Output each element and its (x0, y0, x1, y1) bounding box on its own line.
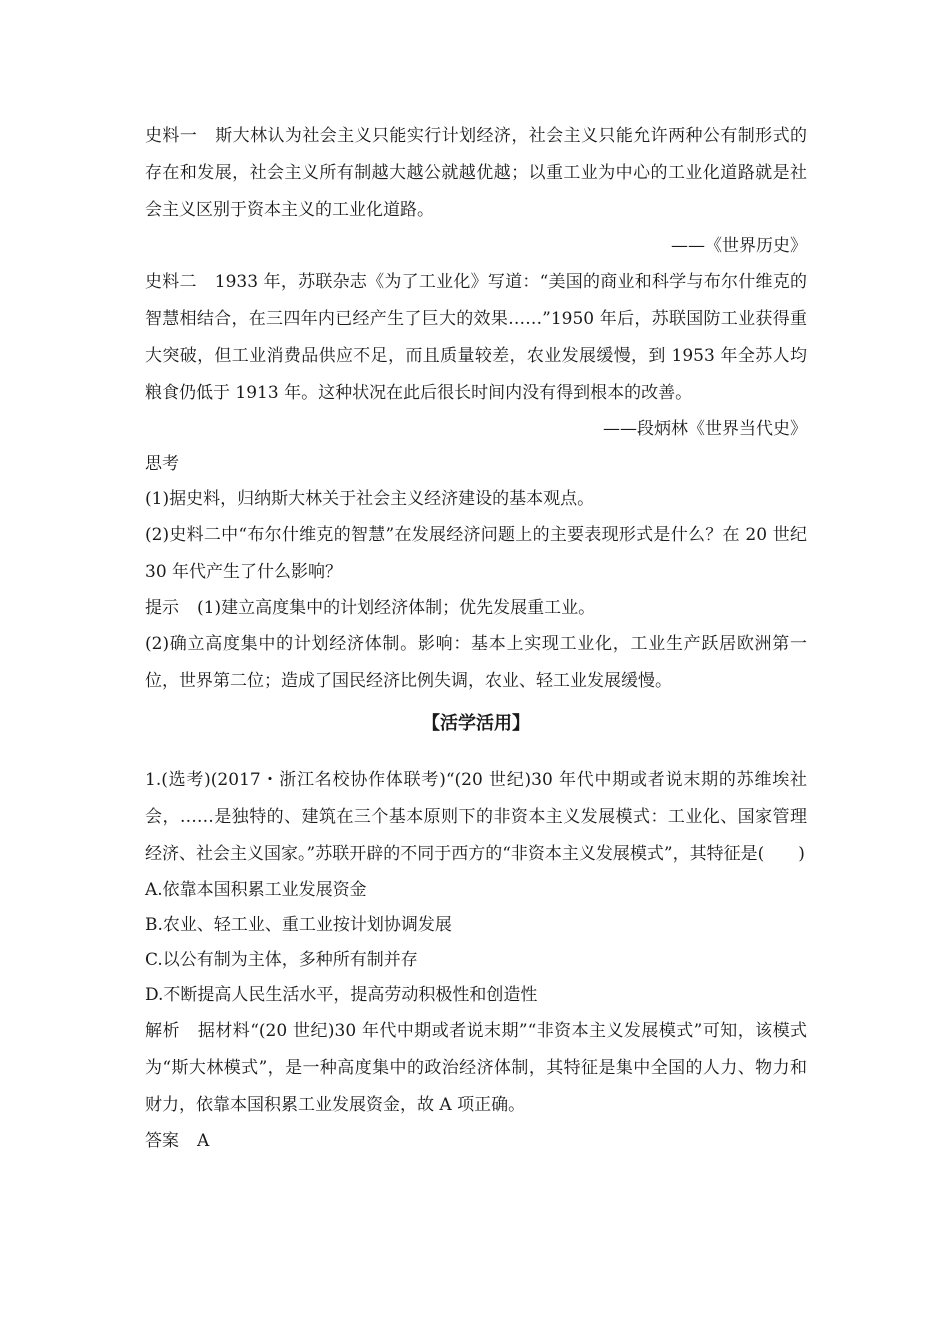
hint-line-1 (145, 591, 807, 626)
option-a: A.依靠本国积累工业发展资金 (145, 880, 367, 900)
section-title: 【活学活用】 (422, 713, 530, 734)
option-b: B.农业、轻工业、重工业按计划协调发展 (145, 915, 452, 935)
analysis-label: 解析 (145, 1021, 180, 1041)
think-label: 思考 (145, 454, 179, 474)
think-question-1: (1)据史料，归纳斯大林关于社会主义经济建设的基本观点。 (145, 489, 595, 509)
document-page (145, 118, 807, 1159)
answer-value: A (197, 1131, 210, 1151)
option-c: C.以公有制为主体，多种所有制并存 (145, 950, 418, 970)
think-question-2: (2)史料二中“布尔什维克的智慧”在发展经济问题上的主要表现形式是什么？在 20 世纪 30 年代产生了什么影响？ (145, 525, 807, 582)
analysis (145, 1013, 807, 1124)
hint-answer-2: (2)确立高度集中的计划经济体制。影响：基本上实现工业化，工业生产跃居欧洲第一位，世界第二位；造成了国民经济比例失调，农业、轻工业发展缓慢。 (145, 634, 807, 691)
material-1 (145, 118, 807, 229)
hint-answer-1: (1)建立高度集中的计划经济体制；优先发展重工业。 (197, 598, 596, 618)
material-2-label: 史料二 (145, 272, 197, 292)
option-d: D.不断提高人民生活水平，提高劳动积极性和创造性 (145, 985, 538, 1005)
material-2 (145, 264, 807, 412)
material-1-source: ——《世界历史》 (671, 236, 807, 256)
material-1-label: 史料一 (145, 126, 198, 146)
analysis-text: 据材料“(20 世纪)30 年代中期或者说末期”“非资本主义发展模式”可知，该模式为“斯大林模式”，是一种高度集中的政治经济体制，其特征是集中全国的人力、物力和财力，依靠本国积累工业发展资金，故 A 项正确。 (145, 1021, 808, 1115)
answer-label: 答案 (145, 1131, 179, 1151)
material-2-text: 1933 年，苏联杂志《为了工业化》写道：“美国的商业和科学与布尔什维克的智慧相结合，在三四年内已经产生了巨大的效果……”1950 年后，苏联国防工业获得重大突破，但工业消费品供应不足，而且质量较差，农业发展缓慢，到 1953 年全苏人均粮食仍低于 1913 年。这种状况在此后很长时间内没有得到根本的改善。 (145, 272, 808, 403)
hint-label: 提示 (145, 598, 179, 618)
question-stem: 1.(选考)(2017・浙江名校协作体联考)“(20 世纪)30 年代中期或者说末期的苏维埃社会，……是独特的、建筑在三个基本原则下的非资本主义发展模式：工业化、国家管理经济、社会主义国家。”苏联开辟的不同于西方的“非资本主义发展模式”，其特征是( ) (145, 770, 807, 864)
answer (145, 1124, 807, 1159)
material-2-source: ——段炳林《世界当代史》 (603, 419, 807, 439)
material-1-text: 斯大林认为社会主义只能实行计划经济，社会主义只能允许两种公有制形式的存在和发展，社会主义所有制越大越公就越优越；以重工业为中心的工业化道路就是社会主义区别于资本主义的工业化道路。 (145, 126, 807, 220)
